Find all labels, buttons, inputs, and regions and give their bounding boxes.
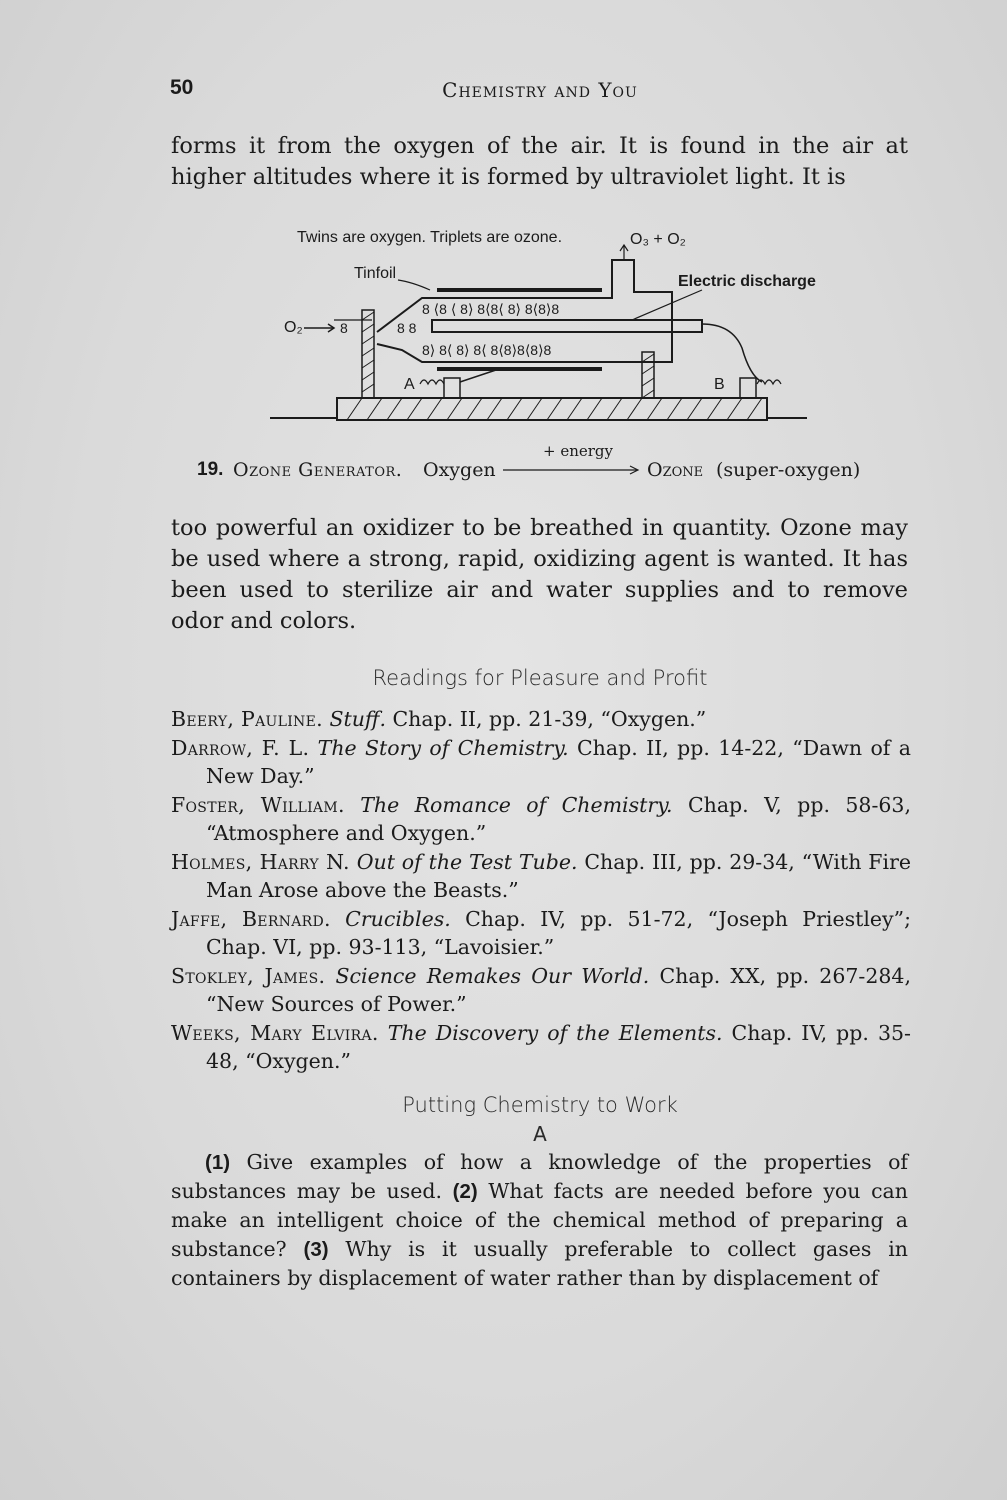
reading-item: Weeks, Mary Elvira. The Discovery of the Elements. Chap. IV, pp. 35-48, “Oxygen.” (171, 1020, 911, 1073)
reading-item: Jaffe, Bernard. Crucibles. Chap. IV, pp. 51-72, “Joseph Priestley”; Chap. VI, pp. 93-113, “Lavoisier.” (171, 906, 911, 959)
input-label: O₂ (284, 319, 303, 336)
figure-caption (197, 442, 897, 487)
question-3-number: (3) (303, 1238, 329, 1261)
work-section-label: A (533, 1122, 547, 1146)
terminal-b-label: B (714, 376, 725, 393)
question-3: Why is it usually preferable to collect gases in containers by displacement of water rather than by displacement of (171, 1237, 908, 1290)
caption-reactant: Oxygen (423, 459, 496, 481)
terminal-a-label: A (404, 376, 415, 393)
output-label: O₃ + O₂ (630, 231, 686, 248)
question-2-number: (2) (452, 1180, 478, 1203)
question-1-number: (1) (205, 1151, 231, 1174)
running-head: Chemistry and You (442, 78, 638, 102)
discharge-label: Electric discharge (678, 273, 816, 290)
caption-product: Ozone (647, 459, 704, 481)
ozone-generator-figure (262, 220, 822, 430)
paragraph-ozone-uses: too powerful an oxidizer to be breathed in quantity. Ozone may be used where a strong, rapid, oxidizing agent is wanted. It has been used to sterilize air and water supplies and to remove odor and colors. (171, 515, 908, 634)
work-title: Putting Chemistry to Work (402, 1093, 678, 1117)
paragraph-intro: forms it from the oxygen of the air. It is found in the air at higher altitudes where it is formed by ultraviolet light. It is (171, 133, 908, 190)
reading-item: Darrow, F. L. The Story of Chemistry. Chap. II, pp. 14-22, “Dawn of a New Day.” (171, 735, 911, 788)
reaction-arrow (503, 465, 643, 475)
reading-item: Holmes, Harry N. Out of the Test Tube. Chap. III, pp. 29-34, “With Fire Man Arose above the Beasts.” (171, 849, 911, 902)
question-2: What facts are needed before you can make an intelligent choice of the chemical method of preparing a substance? (171, 1179, 908, 1261)
readings-title: Readings for Pleasure and Profit (372, 666, 708, 690)
reading-item: Foster, William. The Romance of Chemistry. Chap. V, pp. 58-63, “Atmosphere and Oxygen.” (171, 792, 911, 845)
figure-number: 19. (197, 459, 224, 480)
svg-text:8⟩ 8⟨ 8⟩ 8⟨ 8⟨8⟩8⟨8⟩8: 8⟩ 8⟨ 8⟩ 8⟨ 8⟨8⟩8⟨8⟩8 (422, 342, 552, 358)
svg-text:8 8: 8 8 (397, 320, 417, 336)
tinfoil-label: Tinfoil (354, 265, 397, 282)
caption-energy: + energy (543, 442, 613, 460)
figure-top-caption: Twins are oxygen. Triplets are ozone. (297, 229, 563, 246)
base-board (337, 398, 767, 420)
terminal-b (740, 378, 756, 398)
svg-text:8 ⟨8 ⟨ 8⟩ 8⟨8⟨ 8⟩ 8⟨8⟩8: 8 ⟨8 ⟨ 8⟩ 8⟨8⟨ 8⟩ 8⟨8⟩8 (422, 301, 560, 317)
page-header (170, 76, 910, 106)
svg-text:8: 8 (340, 320, 348, 336)
inner-electrode (432, 320, 702, 332)
terminal-a (444, 378, 460, 398)
caption-product-note: (super-oxygen) (716, 459, 861, 481)
page-number: 50 (170, 76, 194, 99)
work-questions (171, 1148, 908, 1293)
readings-list (171, 705, 911, 1076)
reading-item: Beery, Pauline. Stuff. Chap. II, pp. 21-39, “Oxygen.” (171, 707, 707, 731)
reading-item: Stokley, James. Science Remakes Our World. Chap. XX, pp. 267-284, “New Sources of Power.” (171, 963, 911, 1016)
question-1: Give examples of how a knowledge of the properties of substances may be used. (171, 1150, 908, 1203)
figure-title: Ozone Generator. (233, 459, 403, 481)
